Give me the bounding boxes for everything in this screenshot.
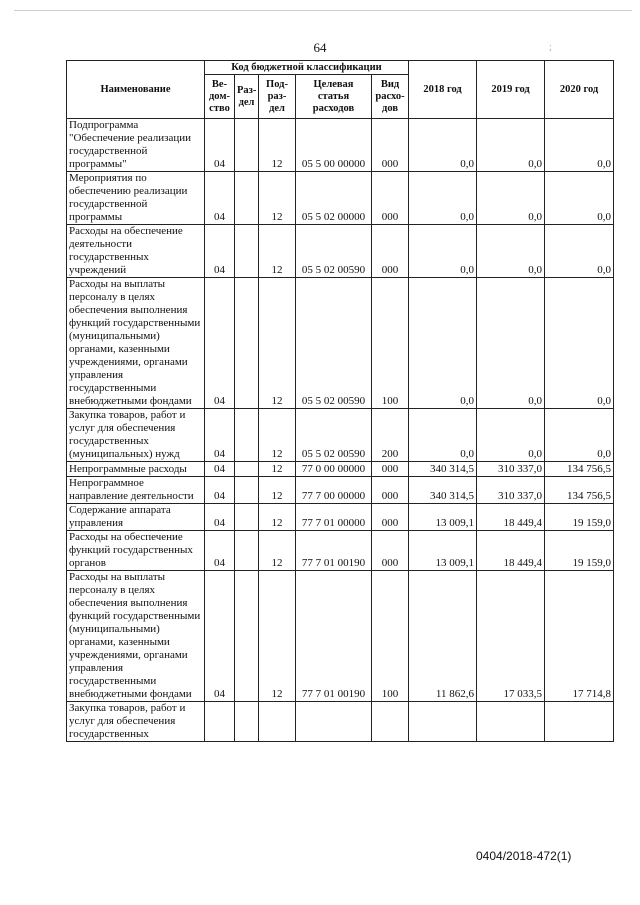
row-name: Непрограммные расходы [67,462,205,477]
row-razdel [235,477,259,504]
row-razdel [235,531,259,571]
row-razdel [235,278,259,409]
header-vedomstvo: Ве- дом- ство [205,75,235,119]
row-name: Закупка товаров, работ и услуг для обеспечения государственных (муниципальных) нужд [67,409,205,462]
row-razdel [235,119,259,172]
row-name: Расходы на выплаты персоналу в целях обеспечения выполнения функций государственными (муниципальными) органами, казенными учреждениями, органами управления государственными внебюджетными фондами [67,571,205,702]
row-amount-2019: 17 033,5 [477,571,545,702]
row-amount-2019: 0,0 [477,409,545,462]
header-razdel: Раз- дел [235,75,259,119]
row-amount-2018: 13 009,1 [409,504,477,531]
row-target-article: 77 7 00 00000 [296,477,372,504]
table-row [67,172,614,225]
row-vedomstvo: 04 [205,462,235,477]
row-amount-2020: 0,0 [545,278,614,409]
budget-table [66,60,614,742]
row-expense-type: 000 [372,225,409,278]
row-amount-2019: 310 337,0 [477,462,545,477]
row-target-article: 05 5 02 00000 [296,172,372,225]
header-podrazdel: Под- раз- дел [259,75,296,119]
row-razdel [235,462,259,477]
row-vedomstvo: 04 [205,119,235,172]
row-target-article [296,702,372,742]
margin-mark: ; [549,42,552,53]
row-target-article: 05 5 02 00590 [296,278,372,409]
row-amount-2019: 0,0 [477,119,545,172]
row-podrazdel: 12 [259,409,296,462]
row-amount-2018: 340 314,5 [409,462,477,477]
top-rule [14,10,632,11]
row-podrazdel: 12 [259,172,296,225]
header-expense-type: Вид расхо- дов [372,75,409,119]
row-podrazdel: 12 [259,225,296,278]
row-podrazdel: 12 [259,477,296,504]
row-amount-2018: 0,0 [409,172,477,225]
row-amount-2020: 0,0 [545,409,614,462]
row-vedomstvo: 04 [205,531,235,571]
row-amount-2018: 0,0 [409,225,477,278]
row-vedomstvo: 04 [205,409,235,462]
row-name: Подпрограмма "Обеспечение реализации государственной программы" [67,119,205,172]
row-amount-2019 [477,702,545,742]
row-expense-type: 100 [372,571,409,702]
row-amount-2020: 134 756,5 [545,477,614,504]
row-podrazdel [259,702,296,742]
row-amount-2020: 17 714,8 [545,571,614,702]
row-vedomstvo: 04 [205,278,235,409]
row-vedomstvo: 04 [205,225,235,278]
table-body [67,119,614,742]
table-row [67,462,614,477]
row-vedomstvo: 04 [205,477,235,504]
row-vedomstvo: 04 [205,571,235,702]
header-target-article: Целевая статья расходов [296,75,372,119]
table-row [67,571,614,702]
row-amount-2020: 134 756,5 [545,462,614,477]
table-row [67,225,614,278]
row-name: Расходы на обеспечение деятельности государственных учреждений [67,225,205,278]
table-row [67,278,614,409]
row-amount-2018: 0,0 [409,278,477,409]
row-expense-type: 000 [372,462,409,477]
row-podrazdel: 12 [259,571,296,702]
row-target-article: 77 7 01 00190 [296,531,372,571]
row-name: Расходы на обеспечение функций государственных органов [67,531,205,571]
table-row [67,702,614,742]
row-target-article: 77 7 01 00190 [296,571,372,702]
row-amount-2018: 340 314,5 [409,477,477,504]
row-name: Мероприятия по обеспечению реализации государственной программы [67,172,205,225]
row-amount-2020: 19 159,0 [545,504,614,531]
row-expense-type: 000 [372,477,409,504]
row-amount-2018: 0,0 [409,409,477,462]
row-amount-2019: 18 449,4 [477,531,545,571]
table-row [67,504,614,531]
row-vedomstvo: 04 [205,504,235,531]
row-expense-type: 000 [372,504,409,531]
row-podrazdel: 12 [259,278,296,409]
row-expense-type: 000 [372,119,409,172]
row-target-article: 05 5 02 00590 [296,225,372,278]
row-amount-2020: 0,0 [545,225,614,278]
row-razdel [235,172,259,225]
row-amount-2018: 13 009,1 [409,531,477,571]
row-amount-2019: 0,0 [477,225,545,278]
row-amount-2020: 0,0 [545,172,614,225]
row-name: Непрограммное направление деятельности [67,477,205,504]
row-amount-2020 [545,702,614,742]
row-expense-type: 000 [372,172,409,225]
row-amount-2019: 18 449,4 [477,504,545,531]
row-target-article: 05 5 00 00000 [296,119,372,172]
row-amount-2019: 310 337,0 [477,477,545,504]
row-expense-type: 100 [372,278,409,409]
row-amount-2018: 11 862,6 [409,571,477,702]
row-vedomstvo: 04 [205,172,235,225]
row-expense-type [372,702,409,742]
page-number: 64 [313,40,327,55]
row-podrazdel: 12 [259,462,296,477]
header-name: Наименование [67,61,205,119]
row-razdel [235,504,259,531]
row-target-article: 05 5 02 00590 [296,409,372,462]
row-amount-2019: 0,0 [477,172,545,225]
row-amount-2020: 0,0 [545,119,614,172]
row-name: Закупка товаров, работ и услуг для обеспечения государственных [67,702,205,742]
row-amount-2020: 19 159,0 [545,531,614,571]
table-row [67,119,614,172]
table-row [67,531,614,571]
row-name: Расходы на выплаты персоналу в целях обеспечения выполнения функций государственными (муниципальными) органами, казенными учреждениями, органами управления государственными внебюджетными фондами [67,278,205,409]
row-razdel [235,571,259,702]
document-code: 0404/2018-472(1) [476,849,572,863]
row-razdel [235,409,259,462]
header-year-2019: 2019 год [477,61,545,119]
row-razdel [235,225,259,278]
row-name: Содержание аппарата управления [67,504,205,531]
row-target-article: 77 7 01 00000 [296,504,372,531]
row-podrazdel: 12 [259,531,296,571]
header-year-2020: 2020 год [545,61,614,119]
row-vedomstvo [205,702,235,742]
table-row [67,409,614,462]
row-target-article: 77 0 00 00000 [296,462,372,477]
row-amount-2018 [409,702,477,742]
row-amount-2018: 0,0 [409,119,477,172]
row-amount-2019: 0,0 [477,278,545,409]
table-row [67,477,614,504]
header-year-2018: 2018 год [409,61,477,119]
row-expense-type: 000 [372,531,409,571]
row-podrazdel: 12 [259,119,296,172]
row-razdel [235,702,259,742]
row-podrazdel: 12 [259,504,296,531]
header-classification: Код бюджетной классификации [205,61,409,75]
row-expense-type: 200 [372,409,409,462]
